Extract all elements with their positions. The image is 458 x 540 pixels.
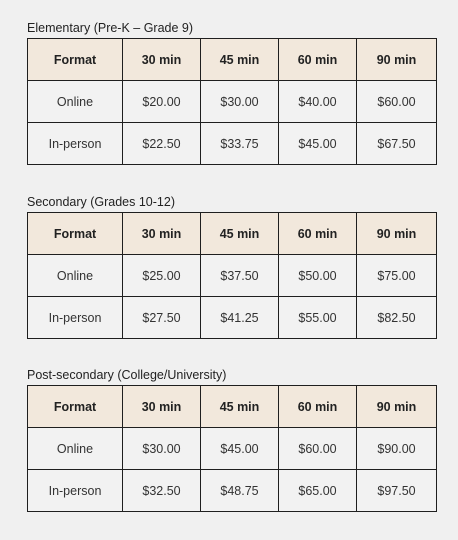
header-60-min: 60 min [279, 213, 357, 255]
price-cell: $75.00 [357, 255, 437, 297]
price-cell: $37.50 [201, 255, 279, 297]
price-cell: $50.00 [279, 255, 357, 297]
format-cell: In-person [28, 123, 123, 165]
price-cell: $45.00 [201, 428, 279, 470]
format-cell: In-person [28, 297, 123, 339]
price-cell: $67.50 [357, 123, 437, 165]
price-cell: $32.50 [123, 470, 201, 512]
price-cell: $30.00 [123, 428, 201, 470]
format-cell: Online [28, 81, 123, 123]
header-format: Format [28, 213, 123, 255]
header-30-min: 30 min [123, 386, 201, 428]
pricing-table [27, 212, 437, 339]
table-row [28, 428, 437, 470]
price-cell: $60.00 [357, 81, 437, 123]
header-format: Format [28, 39, 123, 81]
price-cell: $33.75 [201, 123, 279, 165]
price-cell: $30.00 [201, 81, 279, 123]
price-cell: $27.50 [123, 297, 201, 339]
header-90-min: 90 min [357, 213, 437, 255]
price-cell: $22.50 [123, 123, 201, 165]
table-header-row [28, 213, 437, 255]
header-90-min: 90 min [357, 39, 437, 81]
section-title: Elementary (Pre-K – Grade 9) [27, 21, 194, 35]
pricing-section-post-secondary [27, 365, 437, 512]
price-cell: $40.00 [279, 81, 357, 123]
format-cell: In-person [28, 470, 123, 512]
price-cell: $60.00 [279, 428, 357, 470]
table-row [28, 297, 437, 339]
header-30-min: 30 min [123, 213, 201, 255]
section-title: Secondary (Grades 10-12) [27, 195, 175, 209]
price-cell: $82.50 [357, 297, 437, 339]
header-30-min: 30 min [123, 39, 201, 81]
header-45-min: 45 min [201, 39, 279, 81]
table-row [28, 81, 437, 123]
price-cell: $48.75 [201, 470, 279, 512]
price-cell: $65.00 [279, 470, 357, 512]
table-row [28, 123, 437, 165]
pricing-table [27, 385, 437, 512]
price-cell: $45.00 [279, 123, 357, 165]
price-cell: $55.00 [279, 297, 357, 339]
table-header-row [28, 386, 437, 428]
section-title: Post-secondary (College/University) [27, 368, 227, 382]
header-60-min: 60 min [279, 386, 357, 428]
price-cell: $41.25 [201, 297, 279, 339]
header-45-min: 45 min [201, 213, 279, 255]
header-60-min: 60 min [279, 39, 357, 81]
price-cell: $90.00 [357, 428, 437, 470]
price-cell: $25.00 [123, 255, 201, 297]
table-row [28, 255, 437, 297]
format-cell: Online [28, 428, 123, 470]
price-cell: $20.00 [123, 81, 201, 123]
header-90-min: 90 min [357, 386, 437, 428]
price-cell: $97.50 [357, 470, 437, 512]
pricing-section-elementary [27, 18, 437, 165]
pricing-section-secondary [27, 192, 437, 339]
table-header-row [28, 39, 437, 81]
header-format: Format [28, 386, 123, 428]
pricing-table [27, 38, 437, 165]
header-45-min: 45 min [201, 386, 279, 428]
table-row [28, 470, 437, 512]
format-cell: Online [28, 255, 123, 297]
